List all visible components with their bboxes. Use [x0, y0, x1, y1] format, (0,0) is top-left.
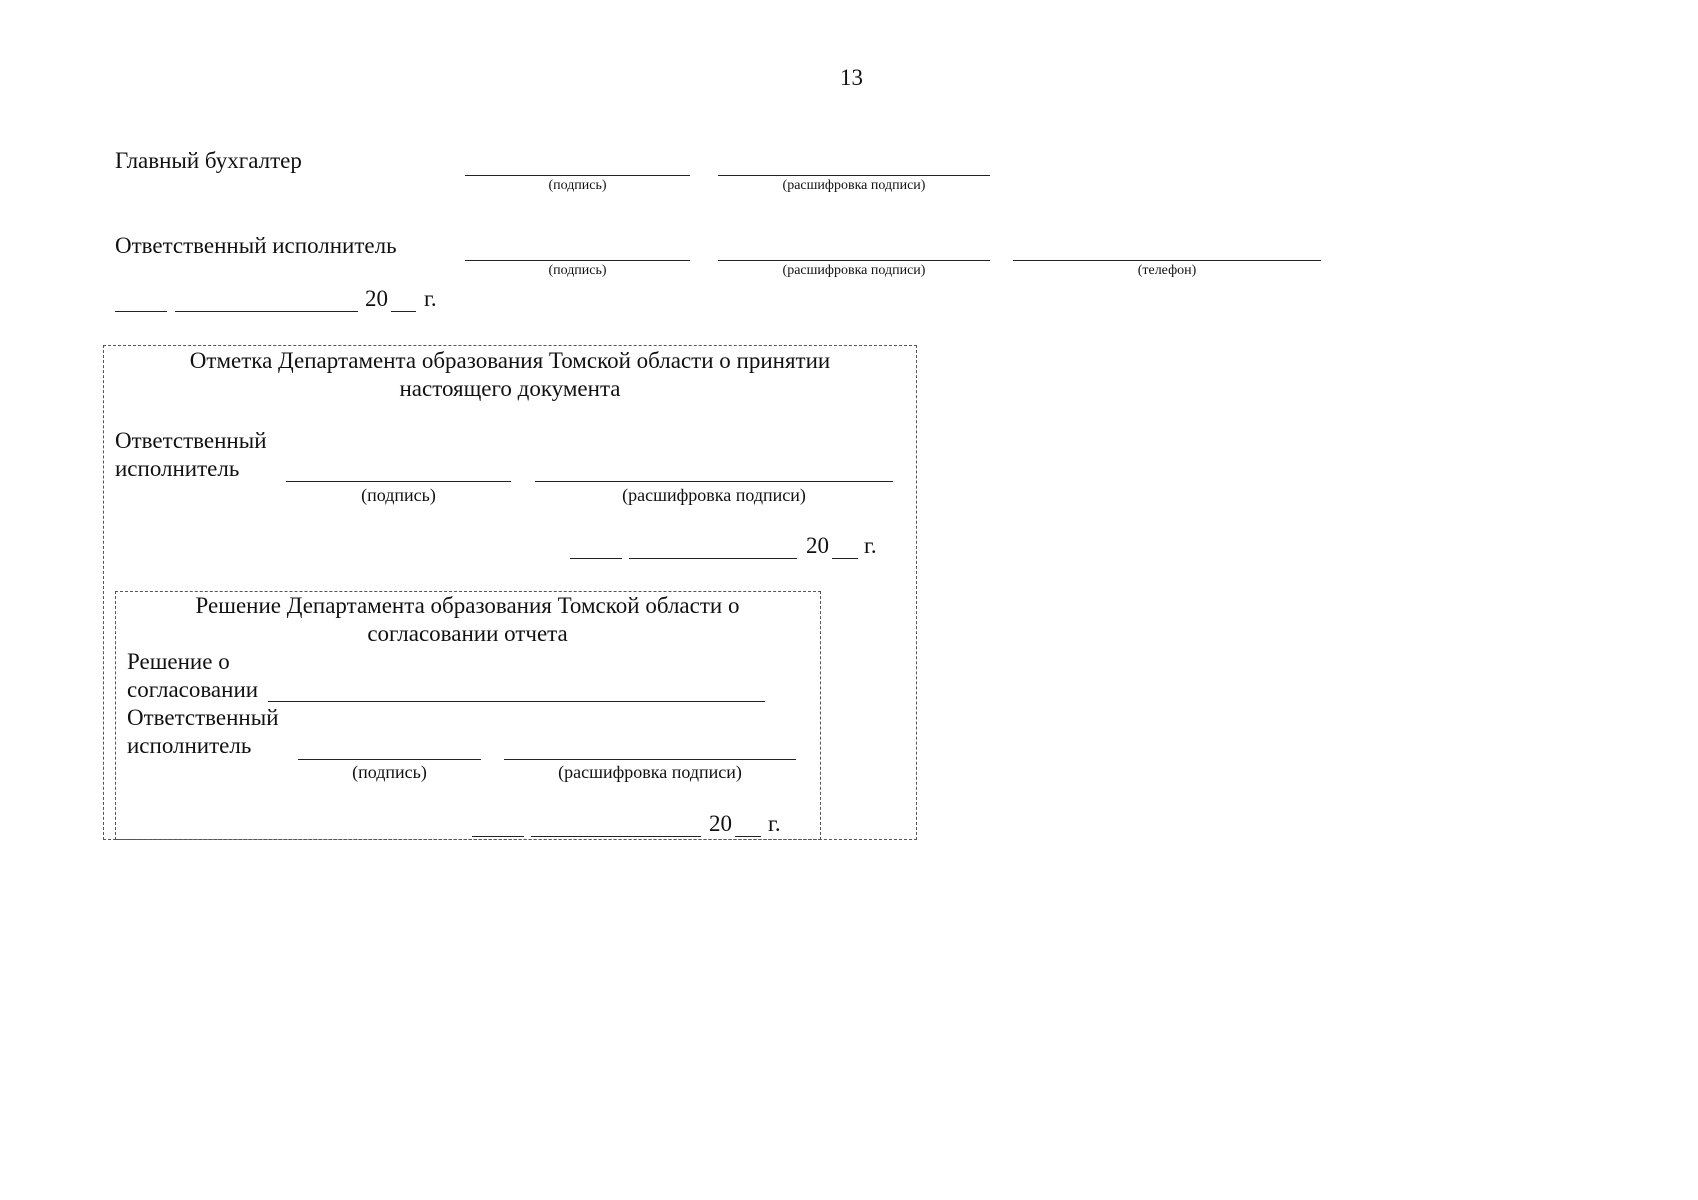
chief-accountant-signature-caption: (подпись) — [548, 178, 607, 193]
department-mark-date-year-line[interactable] — [832, 558, 858, 559]
department-mark-signature-caption: (подпись) — [361, 485, 436, 505]
chief-accountant-decoding-line[interactable] — [718, 175, 990, 176]
decision-date-month-line[interactable] — [531, 836, 701, 837]
date-day-line[interactable] — [115, 311, 167, 312]
executor-decoding-caption: (расшифровка подписи) — [782, 263, 926, 278]
department-mark-date-year-suffix: г. — [864, 533, 877, 558]
date-year-prefix: 20 — [365, 286, 388, 311]
executor-signature-caption: (подпись) — [548, 263, 607, 278]
date-month-line[interactable] — [175, 311, 358, 312]
decision-date-year-line[interactable] — [735, 836, 761, 837]
department-mark-date-month-line[interactable] — [629, 558, 797, 559]
department-mark-date-day-line[interactable] — [570, 558, 622, 559]
executor-signature-line[interactable] — [465, 260, 690, 261]
department-mark-decoding-line[interactable] — [535, 481, 893, 482]
department-mark-executor-label-1: Ответственный — [115, 428, 267, 453]
decision-line[interactable] — [268, 701, 765, 702]
decision-date-year-suffix: г. — [768, 811, 781, 836]
department-mark-signature-line[interactable] — [286, 481, 511, 482]
chief-accountant-signature-line[interactable] — [465, 175, 690, 176]
department-decision-title: Решение Департамента образования Томской области о согласовании отчета — [195, 593, 740, 646]
page-number: 13 — [840, 65, 863, 90]
decision-executor-label-2: исполнитель — [127, 733, 252, 758]
executor-phone-line[interactable] — [1013, 260, 1321, 261]
date-year-suffix: г. — [424, 286, 437, 311]
department-mark-date-year-prefix: 20 — [806, 533, 829, 558]
decision-label-2: согласовании — [127, 677, 259, 702]
decision-label-1: Решение о — [127, 649, 230, 674]
executor-phone-caption: (телефон) — [1137, 263, 1197, 278]
decision-decoding-line[interactable] — [504, 759, 796, 760]
decision-signature-line[interactable] — [298, 759, 481, 760]
department-mark-decoding-caption: (расшифровка подписи) — [622, 485, 806, 505]
department-mark-title: Отметка Департамента образования Томской области о принятии настоящего документа — [189, 348, 831, 401]
decision-executor-label-1: Ответственный — [127, 705, 279, 730]
decision-date-year-prefix: 20 — [709, 811, 732, 836]
chief-accountant-decoding-caption: (расшифровка подписи) — [782, 178, 926, 193]
chief-accountant-label: Главный бухгалтер — [115, 148, 302, 173]
decision-signature-caption: (подпись) — [352, 762, 427, 782]
decision-date-day-line[interactable] — [472, 836, 524, 837]
executor-decoding-line[interactable] — [718, 260, 990, 261]
date-year-line[interactable] — [391, 311, 416, 312]
department-mark-executor-label-2: исполнитель — [115, 456, 240, 481]
decision-decoding-caption: (расшифровка подписи) — [558, 762, 742, 782]
responsible-executor-label: Ответственный исполнитель — [115, 233, 397, 258]
